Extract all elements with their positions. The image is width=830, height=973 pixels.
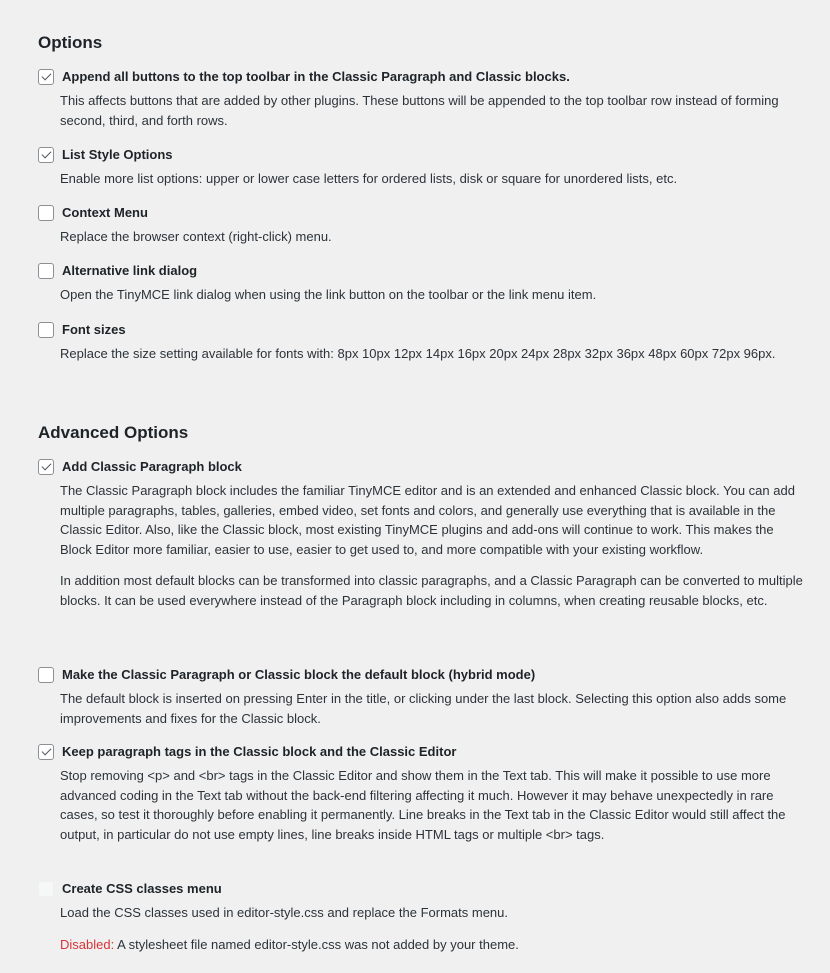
option-description: Replace the browser context (right-click) menu.	[60, 229, 332, 244]
option-description: The default block is inserted on pressing Enter in the title, or clicking under the last block. Selecting this option also adds some improvements and fixes for the Classic block.	[60, 691, 787, 726]
option-append-buttons	[38, 67, 808, 130]
disabled-note-text: A stylesheet file named editor-style.css was not added by your theme.	[114, 936, 519, 952]
font-sizes-checkbox[interactable]	[38, 322, 54, 338]
keep-paragraph-tags-checkbox[interactable]	[38, 744, 54, 760]
options-heading: Options	[38, 33, 103, 52]
option-label: Create CSS classes menu	[62, 881, 222, 896]
append-buttons-checkbox[interactable]	[38, 69, 54, 85]
link-dialog-checkbox[interactable]	[38, 263, 54, 279]
disabled-note	[60, 935, 808, 955]
context-menu-checkbox[interactable]	[38, 205, 54, 221]
list-style-checkbox[interactable]	[38, 147, 54, 163]
option-description: Open the TinyMCE link dialog when using the link button on the toolbar or the link menu item.	[60, 287, 597, 302]
css-classes-menu-checkbox	[38, 881, 54, 897]
option-label: Append all buttons to the top toolbar in the Classic Paragraph and Classic blocks.	[62, 69, 570, 84]
option-css-classes-menu	[38, 879, 808, 954]
option-description: Load the CSS classes used in editor-style.css and replace the Formats menu.	[60, 905, 508, 920]
option-label: Add Classic Paragraph block	[62, 459, 242, 474]
option-description: Replace the size setting available for fonts with: 8px 10px 12px 14px 16px 20px 24px 28px 32px 36px 48px 60px 72px 96px.	[60, 346, 776, 361]
disabled-tag: Disabled:	[60, 936, 115, 952]
advanced-options-heading: Advanced Options	[38, 423, 189, 442]
hybrid-mode-checkbox[interactable]	[38, 667, 54, 683]
option-description: The Classic Paragraph block includes the familiar TinyMCE editor and is an extended and enhanced Classic block. You can add multiple paragraphs, tables, galleries, embed video, set fonts and colors, and generally use everything that is available in the Classic Editor. Also, like the Classic block, most existing TinyMCE plugins and add-ons will continue to work. This makes the Block Editor more familiar, easier to use, easier to get used to, and more compatible with your existing workflow.	[60, 483, 795, 557]
option-description-extra: In addition most default blocks can be transformed into classic paragraphs, and a Classic Paragraph can be converted to multiple blocks. It can be used everywhere instead of the Paragraph block including in columns, when creating reusable blocks, etc.	[60, 573, 803, 608]
option-keep-paragraph-tags	[38, 742, 808, 844]
option-label: Context Menu	[62, 205, 148, 220]
option-description: Stop removing <p> and <br> tags in the Classic Editor and show them in the Text tab. This will make it possible to use more advanced coding in the Text tab without the back-end filtering affecting it much. However it may behave unexpectedly in rare cases, so test it thoroughly before enabling it permanently. Line breaks in the Text tab in the Classic Editor would still affect the output, in particular do not use empty lines, line breaks inside HTML tags or multiple <br> tags.	[60, 768, 786, 842]
option-list-style	[38, 145, 808, 189]
option-description: Enable more list options: upper or lower case letters for ordered lists, disk or square for unordered lists, etc.	[60, 171, 678, 186]
option-link-dialog	[38, 261, 808, 305]
option-label: Font sizes	[62, 322, 126, 337]
option-label: Alternative link dialog	[62, 263, 198, 278]
classic-paragraph-checkbox[interactable]	[38, 459, 54, 475]
option-label: List Style Options	[62, 147, 173, 162]
option-hybrid-mode	[38, 665, 808, 728]
option-label: Keep paragraph tags in the Classic block and the Classic Editor	[62, 744, 457, 759]
option-label: Make the Classic Paragraph or Classic block the default block (hybrid mode)	[62, 667, 536, 682]
option-description: This affects buttons that are added by other plugins. These buttons will be appended to the top toolbar row instead of forming second, third, and forth rows.	[60, 93, 779, 128]
option-classic-paragraph	[38, 457, 808, 610]
option-context-menu	[38, 203, 808, 247]
option-font-sizes	[38, 320, 808, 364]
